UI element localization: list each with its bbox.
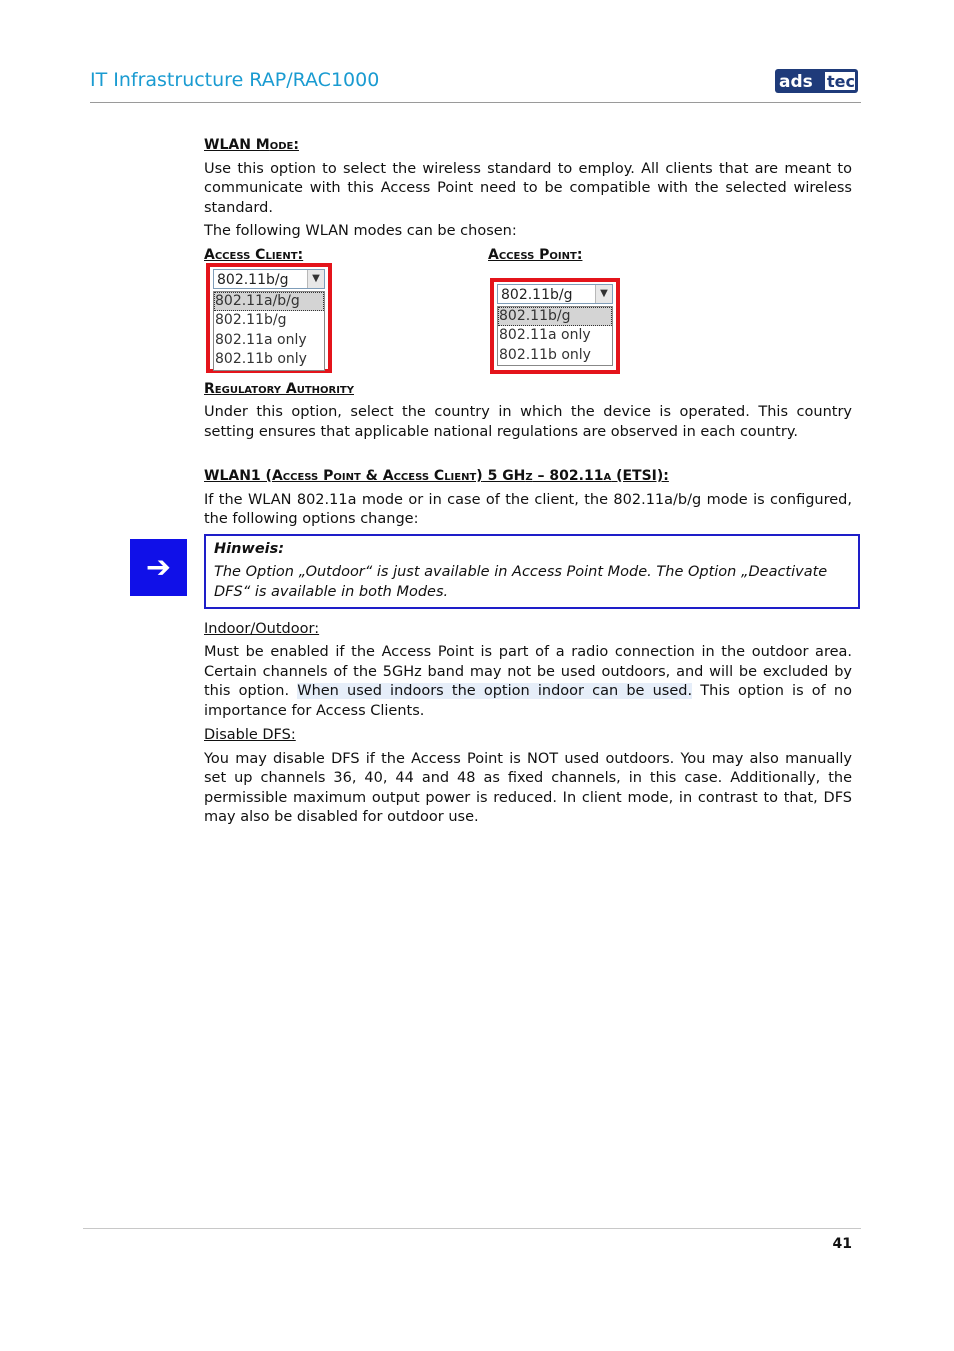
logo-text-left: ads (779, 72, 813, 92)
note-block (145, 534, 852, 612)
select-option[interactable]: 802.11b/g (215, 312, 287, 328)
access-client-select[interactable]: 802.11b/g ▼ (213, 269, 325, 289)
arrow-right-icon: ➔ (130, 539, 187, 596)
page-header-title: IT Infrastructure RAP/RAC1000 (90, 69, 380, 91)
wlan-mode-intro: The following WLAN modes can be chosen: (204, 223, 517, 239)
access-point-select[interactable]: 802.11b/g ▼ (497, 284, 613, 304)
disable-dfs-label: Disable DFS: (204, 727, 296, 743)
header-divider (90, 102, 861, 103)
disable-dfs-description: You may disable DFS if the Access Point is NOT used outdoors. You may also manually set up channels 36, 40, 44 and 48 as fixed channels, in this case. Additionally, the permissible maximum output power is reduced. In client mode, in contrast to that, DFS may also be disabled for outdoor use. (204, 750, 852, 825)
indoor-outdoor-description: Must be enabled if the Access Point is part of a radio connection in the outdoor area. Certain channels of the 5GHz band may not be used outdoors, and will be excluded by this option. When used indoors the option indoor can be used. This option is of no importance for Access Clients. (204, 644, 852, 719)
wlan-mode-options (204, 246, 852, 380)
access-client-heading: Access Client: (204, 246, 304, 263)
select-option[interactable]: 802.11b only (499, 346, 591, 363)
select-option[interactable]: 802.11a/b/g (214, 292, 324, 312)
note-text: The Option „Outdoor“ is just available in Access Point Mode. The Option „Deactivate DFS“ is available in both Modes. (214, 564, 828, 600)
wlan-mode-description: Use this option to select the wireless standard to employ. All clients that are meant to communicate with this Access Point need to be compatible with the selected wireless standard. (204, 160, 852, 216)
select-option[interactable]: 802.11b only (215, 351, 307, 367)
chevron-down-icon[interactable]: ▼ (595, 285, 612, 303)
select-option[interactable]: 802.11a only (499, 327, 591, 343)
select-option[interactable]: 802.11b/g (498, 307, 612, 327)
note-title: Hinweis: (214, 540, 285, 557)
indoor-outdoor-label: Indoor/Outdoor: (204, 620, 320, 637)
access-point-dropdown (490, 278, 620, 374)
chevron-down-icon[interactable]: ▼ (307, 270, 324, 288)
wlan-mode-heading: WLAN Mode: (204, 137, 299, 153)
access-point-option-list (497, 306, 613, 367)
wlan1-heading: WLAN1 (Access Point & Access Client) 5 GHz – 802.11a (ETSI): (204, 468, 669, 484)
wlan1-intro: If the WLAN 802.11a mode or in case of the client, the 802.11a/b/g mode is configured, the following options change: (204, 491, 852, 527)
adstec-logo (775, 69, 858, 93)
access-point-heading: Access Point: (488, 246, 583, 263)
logo-text-right: tec (827, 72, 855, 91)
access-client-dropdown (206, 263, 332, 373)
footer-divider (83, 1228, 861, 1229)
select-option[interactable]: 802.11a only (215, 331, 307, 348)
regulatory-heading: Regulatory Authority (204, 380, 354, 397)
regulatory-description: Under this option, select the country in which the device is operated. This country setting ensures that applicable national regulations are observed in each country. (204, 404, 852, 440)
note-box (204, 534, 860, 609)
page-content (145, 136, 852, 833)
page-number: 41 (832, 1236, 852, 1252)
access-client-option-list (213, 291, 325, 371)
